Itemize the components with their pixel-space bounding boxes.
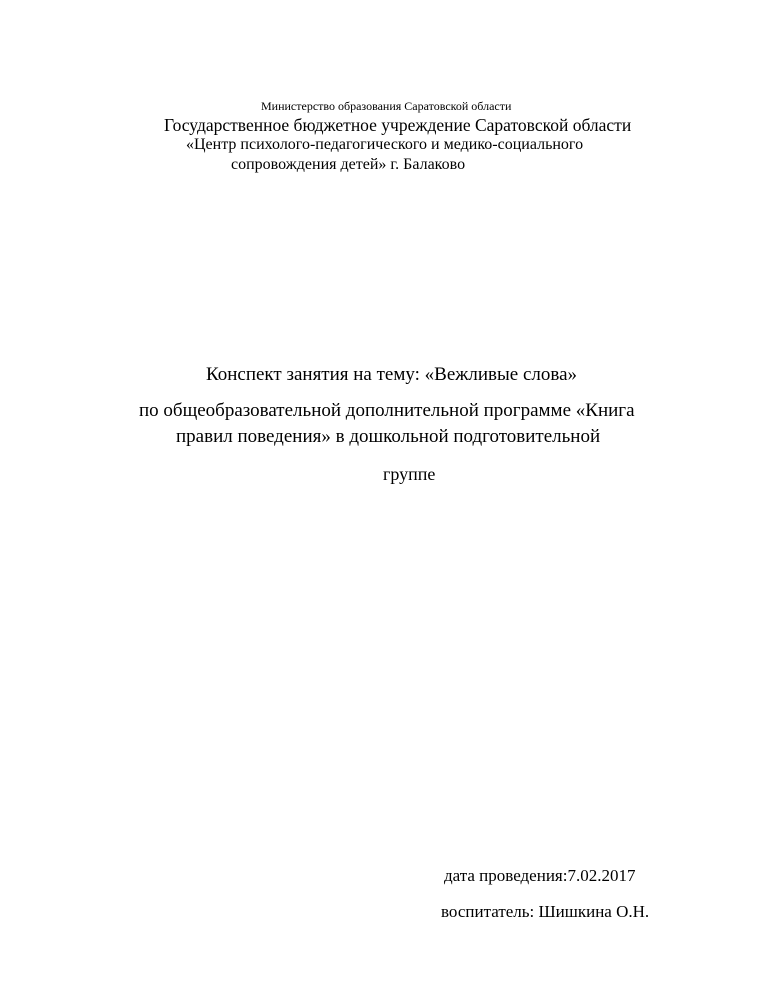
- institution-name-line-2: «Центр психолого-педагогического и медико-социального: [186, 136, 584, 153]
- teacher-name: воспитатель: Шишкина О.Н.: [441, 902, 650, 921]
- program-description-line-2: правил поведения» в дошкольной подготовительной: [176, 426, 601, 447]
- ministry-name: Министерство образования Саратовской области: [261, 99, 512, 113]
- institution-name-line-1: Государственное бюджетное учреждение Саратовской области: [164, 115, 632, 135]
- program-description-line-1: по общеобразовательной дополнительной программе «Книга: [139, 400, 635, 421]
- date-of-lesson: дата проведения:7.02.2017: [444, 866, 636, 885]
- document-title: Конспект занятия на тему: «Вежливые слова»: [206, 364, 578, 385]
- program-description-line-3: группе: [383, 464, 436, 484]
- institution-name-line-3: сопровождения детей» г. Балаково: [231, 156, 466, 173]
